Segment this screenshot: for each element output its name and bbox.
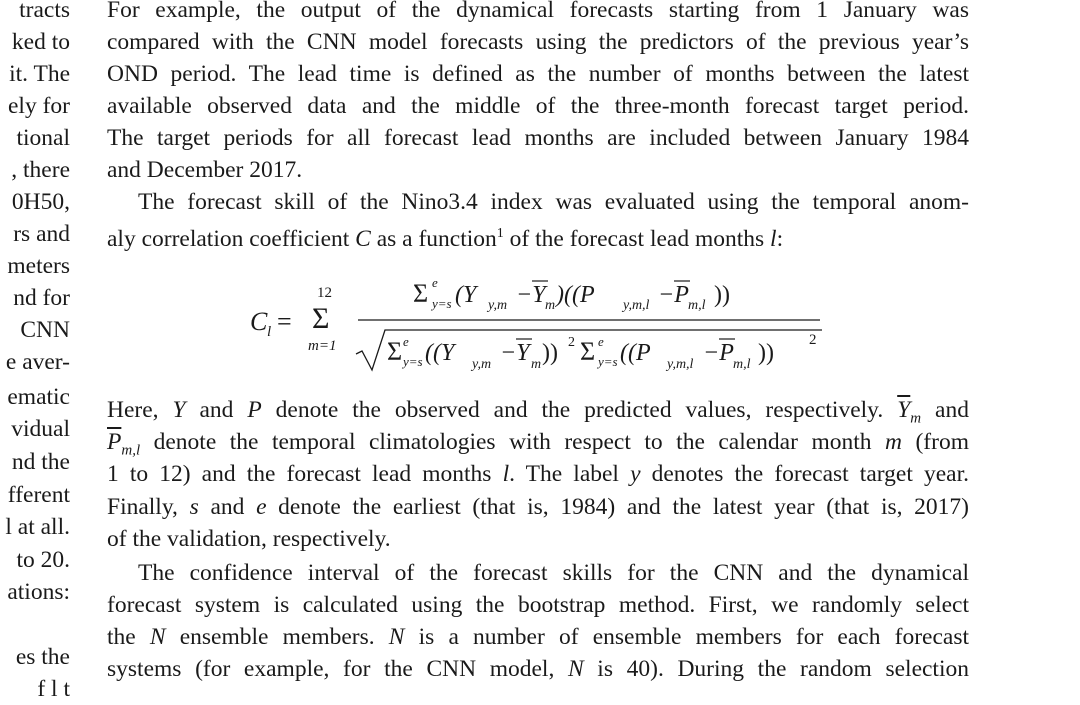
eq-den-end: )) [758, 340, 774, 366]
left-line: it. The [9, 61, 70, 87]
eq-den-y-sub: y,m [472, 357, 492, 372]
equation-svg [250, 272, 850, 392]
eq-num-mid2: )((P [556, 282, 595, 308]
left-line: nd the [11, 449, 70, 475]
left-line: fferent [7, 482, 70, 508]
eq-equals: = [277, 307, 292, 336]
left-line: CNN [20, 317, 70, 343]
left-line: ations: [7, 579, 70, 605]
eq-sum-symbol: Σ [312, 302, 330, 335]
eq-num-body: (Y [455, 282, 477, 308]
left-line: f l t [37, 676, 70, 702]
left-line: tional [16, 125, 70, 151]
left-column-fragment [0, 0, 70, 702]
text-line: aly correlation coefficient C as a function$^1$ of the forecast lead months l: [107, 225, 784, 252]
left-line: 0H50, [11, 189, 70, 215]
eq-den-pm-sub: m,l [733, 357, 751, 372]
eq-num-pm-sub: m,l [688, 298, 706, 313]
text-line: Finally, s and e denote the earliest (that is, 1984) and the latest year (that is, 2017) [107, 494, 970, 520]
eq-lhs-sub: l [267, 324, 272, 340]
eq-outer-sq: 2 [809, 332, 817, 348]
eq-den-a-sub: y=s [403, 354, 423, 369]
eq-den-mid: −Y [500, 340, 530, 366]
eq-num-sub: y=s [432, 296, 452, 311]
text-line: compared with the CNN model forecasts using the predictors of the previous year’s [107, 29, 969, 55]
text-line: $\overline{P}_{m,l}$ denote the temporal climatologies with respect to the calendar month m (from [107, 429, 969, 459]
eq-den-b-sub: y=s [598, 354, 618, 369]
eq-num-y-sub: y,m [488, 298, 508, 313]
eq-den-ym-sub: m [531, 357, 542, 372]
text-line: 1 to 12) and the forecast lead months l. The label y denotes the forecast target year. [107, 461, 969, 487]
eq-lhs: C [250, 307, 268, 336]
eq-num-mid: −Y [516, 282, 546, 308]
text-line: Here, Y and P denote the observed and the predicted values, respectively. $\overline{Y}_m$ and [107, 397, 969, 427]
text-line: the N ensemble members. N is a number of ensemble members for each forecast [107, 624, 969, 650]
eq-sum-top: 12 [317, 285, 332, 301]
eq-den-b-sigma: Σ [580, 337, 596, 366]
text-line: systems (for example, for the CNN model, N is 40). During the random selection [107, 656, 969, 682]
left-line: ely for [8, 93, 70, 119]
left-line: tracts [19, 0, 70, 23]
text-line: OND period. The lead time is defined as the number of months between the latest [107, 61, 969, 87]
eq-sum-bottom: m=1 [308, 338, 337, 354]
left-line: es the [15, 644, 70, 670]
correlation-equation [250, 272, 850, 392]
eq-num-sigma: Σ [413, 279, 429, 308]
eq-num-p-sub: y,m,l [623, 298, 650, 313]
left-line: vidual [11, 416, 70, 442]
text-line: of the validation, respectively. [107, 526, 391, 552]
left-line: e aver- [5, 349, 70, 375]
left-line: to 20. [16, 547, 70, 573]
eq-den-a-body: ((Y [425, 340, 455, 366]
left-line: l at all. [5, 514, 70, 540]
left-line: nd for [13, 285, 70, 311]
eq-num-sup: e [432, 275, 438, 290]
left-line: ematic [7, 384, 70, 410]
eq-den-close: )) [542, 340, 558, 366]
eq-num-mid3: −P [658, 282, 689, 308]
left-line: ked to [11, 29, 70, 55]
left-line: rs and [13, 221, 70, 247]
left-line: meters [7, 253, 70, 279]
text-line: The confidence interval of the forecast skills for the CNN and the dynamical [138, 560, 969, 586]
text-line: The forecast skill of the Nino3.4 index was evaluated using the temporal anom- [138, 189, 969, 215]
text-line: and December 2017. [107, 157, 303, 183]
eq-den-sigma: Σ [387, 337, 403, 366]
eq-den-a-sup: e [403, 334, 409, 349]
eq-num-ym-sub: m [545, 298, 556, 313]
eq-den-b-body: ((P [620, 340, 651, 366]
eq-den-p-sub: y,m,l [667, 357, 694, 372]
eq-num-end: )) [714, 282, 730, 308]
left-line: , there [11, 157, 70, 183]
eq-den-b-sup: e [598, 334, 604, 349]
text-line: available observed data and the middle of the three-month forecast target period. [107, 93, 969, 119]
eq-den-sq: 2 [568, 335, 575, 350]
text-line: The target periods for all forecast lead months are included between January 1984 [107, 125, 969, 151]
text-line: forecast system is calculated using the bootstrap method. First, we randomly select [107, 592, 969, 618]
text-line: For example, the output of the dynamical forecasts starting from 1 January was [107, 0, 969, 23]
eq-den-mid2: −P [703, 340, 734, 366]
